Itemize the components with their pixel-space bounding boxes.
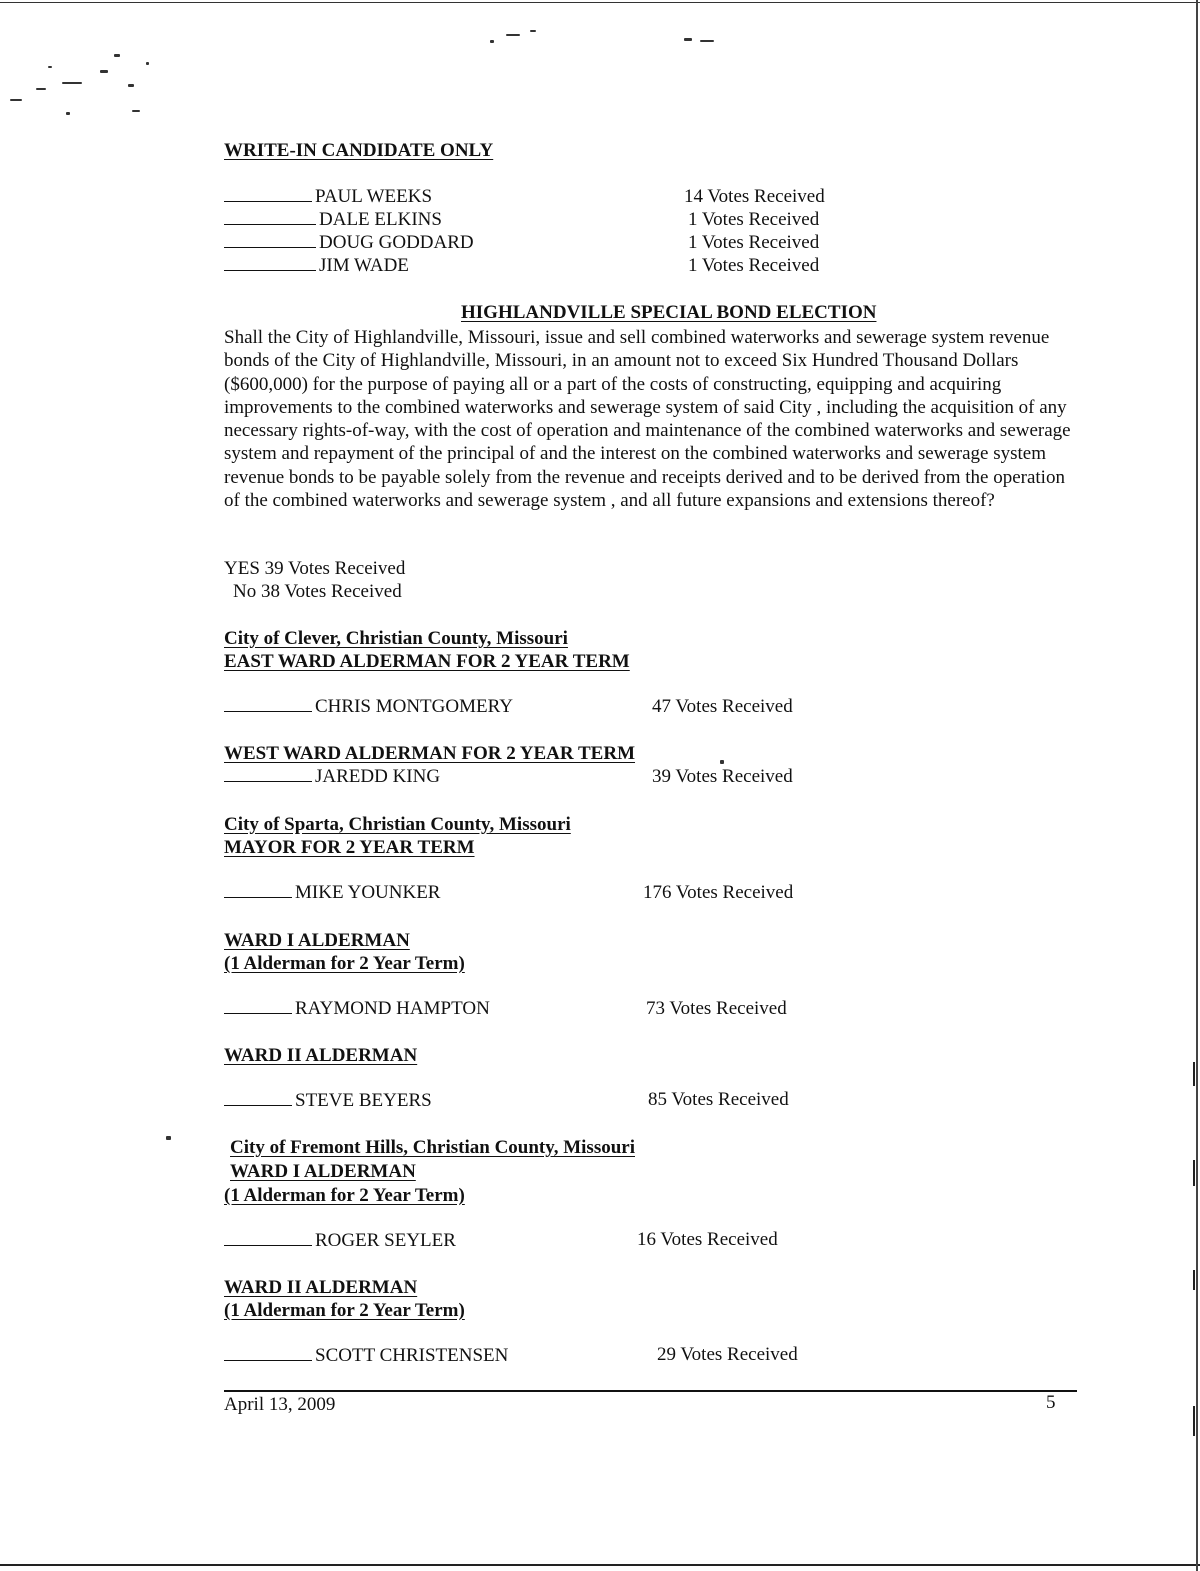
- clever-city-heading: City of Clever, Christian County, Missouri: [224, 628, 568, 649]
- candidate-name: SCOTT CHRISTENSEN: [315, 1345, 509, 1366]
- write-in-row: [224, 232, 474, 254]
- blank-line: [224, 883, 292, 898]
- sparta-city-heading: City of Sparta, Christian County, Missouri: [224, 814, 571, 835]
- candidate-row: [224, 1090, 432, 1112]
- candidate-name: STEVE BEYERS: [295, 1090, 432, 1111]
- vote-count: 1 Votes Received: [688, 209, 820, 230]
- candidate-row: [224, 696, 513, 718]
- blank-line: [224, 210, 316, 225]
- bond-heading: HIGHLANDVILLE SPECIAL BOND ELECTION: [461, 302, 877, 323]
- sparta-ward1-subheading: (1 Alderman for 2 Year Term): [224, 953, 465, 974]
- blank-line: [224, 233, 316, 248]
- vote-count: 39 Votes Received: [652, 766, 793, 787]
- fremont-ward1-heading: WARD I ALDERMAN: [230, 1161, 416, 1182]
- blank-line: [224, 1346, 312, 1361]
- vote-count: 1 Votes Received: [688, 255, 820, 276]
- page-number: 5: [1046, 1392, 1056, 1413]
- write-in-heading: WRITE-IN CANDIDATE ONLY: [224, 140, 494, 161]
- fremont-ward1-subheading: (1 Alderman for 2 Year Term): [224, 1185, 465, 1206]
- footer-rule: [224, 1390, 1077, 1392]
- vote-count: 176 Votes Received: [643, 882, 794, 903]
- vote-count: 29 Votes Received: [657, 1344, 798, 1365]
- vote-count: 16 Votes Received: [637, 1229, 778, 1250]
- candidate-name: RAYMOND HAMPTON: [295, 998, 490, 1019]
- clever-east-heading: EAST WARD ALDERMAN FOR 2 YEAR TERM: [224, 651, 630, 672]
- blank-line: [224, 1231, 312, 1246]
- candidate-row: [224, 1230, 456, 1252]
- write-in-row: [224, 255, 409, 277]
- candidate-name: CHRIS MONTGOMERY: [315, 696, 513, 717]
- candidate-name: DOUG GODDARD: [319, 232, 474, 253]
- candidate-row: [224, 1345, 508, 1367]
- vote-count: 1 Votes Received: [688, 232, 820, 253]
- candidate-row: [224, 766, 440, 788]
- fremont-city-heading: City of Fremont Hills, Christian County, Missouri: [230, 1137, 635, 1158]
- candidate-row: [224, 882, 440, 904]
- write-in-row: [224, 209, 442, 231]
- bond-no-result: No 38 Votes Received: [233, 581, 402, 602]
- sparta-mayor-heading: MAYOR FOR 2 YEAR TERM: [224, 837, 475, 858]
- sparta-ward2-heading: WARD II ALDERMAN: [224, 1045, 418, 1066]
- blank-line: [224, 187, 312, 202]
- clever-west-heading: WEST WARD ALDERMAN FOR 2 YEAR TERM: [224, 743, 636, 764]
- sparta-ward1-heading: WARD I ALDERMAN: [224, 930, 410, 951]
- vote-count: 73 Votes Received: [646, 998, 787, 1019]
- blank-line: [224, 697, 312, 712]
- vote-count: 14 Votes Received: [684, 186, 825, 207]
- scan-border-right: [1196, 0, 1198, 1571]
- fremont-ward2-subheading: (1 Alderman for 2 Year Term): [224, 1300, 465, 1321]
- write-in-row: [224, 186, 432, 208]
- candidate-name: PAUL WEEKS: [315, 186, 433, 207]
- bond-question: Shall the City of Highlandville, Missouri, issue and sell combined waterworks and sewerage system revenue bonds of the City of Highlandville, Missouri, in an amount not to exceed Six Hundred Thousand Dollars ($600,000) for the purpose of paying all or a part of the costs of constructing, equipping and acquiring improvements to the combined waterworks and sewerage system of said City , including the acquisition of any necessary rights-of-way, with the cost of operation and maintenance of the combined waterworks and sewerage system and repayment of the principal of and the interest on the combined waterworks and sewerage system revenue bonds to be payable solely from the revenue and receipts derived and to be derived from the operation of the combined waterworks and sewerage system , and all future expansions and extensions thereof?: [224, 327, 1071, 512]
- candidate-row: [224, 998, 490, 1020]
- candidate-name: MIKE YOUNKER: [295, 882, 441, 903]
- blank-line: [224, 999, 292, 1014]
- footer-date: April 13, 2009: [224, 1394, 336, 1415]
- candidate-name: JAREDD KING: [315, 766, 441, 787]
- scan-border-top: [0, 2, 1200, 3]
- blank-line: [224, 767, 312, 782]
- vote-count: 47 Votes Received: [652, 696, 793, 717]
- candidate-name: ROGER SEYLER: [315, 1230, 456, 1251]
- blank-line: [224, 256, 316, 271]
- candidate-name: JIM WADE: [319, 255, 409, 276]
- bond-yes-result: YES 39 Votes Received: [224, 558, 406, 579]
- candidate-name: DALE ELKINS: [319, 209, 442, 230]
- vote-count: 85 Votes Received: [648, 1089, 789, 1110]
- scan-border-bottom: [0, 1564, 1200, 1566]
- blank-line: [224, 1091, 292, 1106]
- fremont-ward2-heading: WARD II ALDERMAN: [224, 1277, 418, 1298]
